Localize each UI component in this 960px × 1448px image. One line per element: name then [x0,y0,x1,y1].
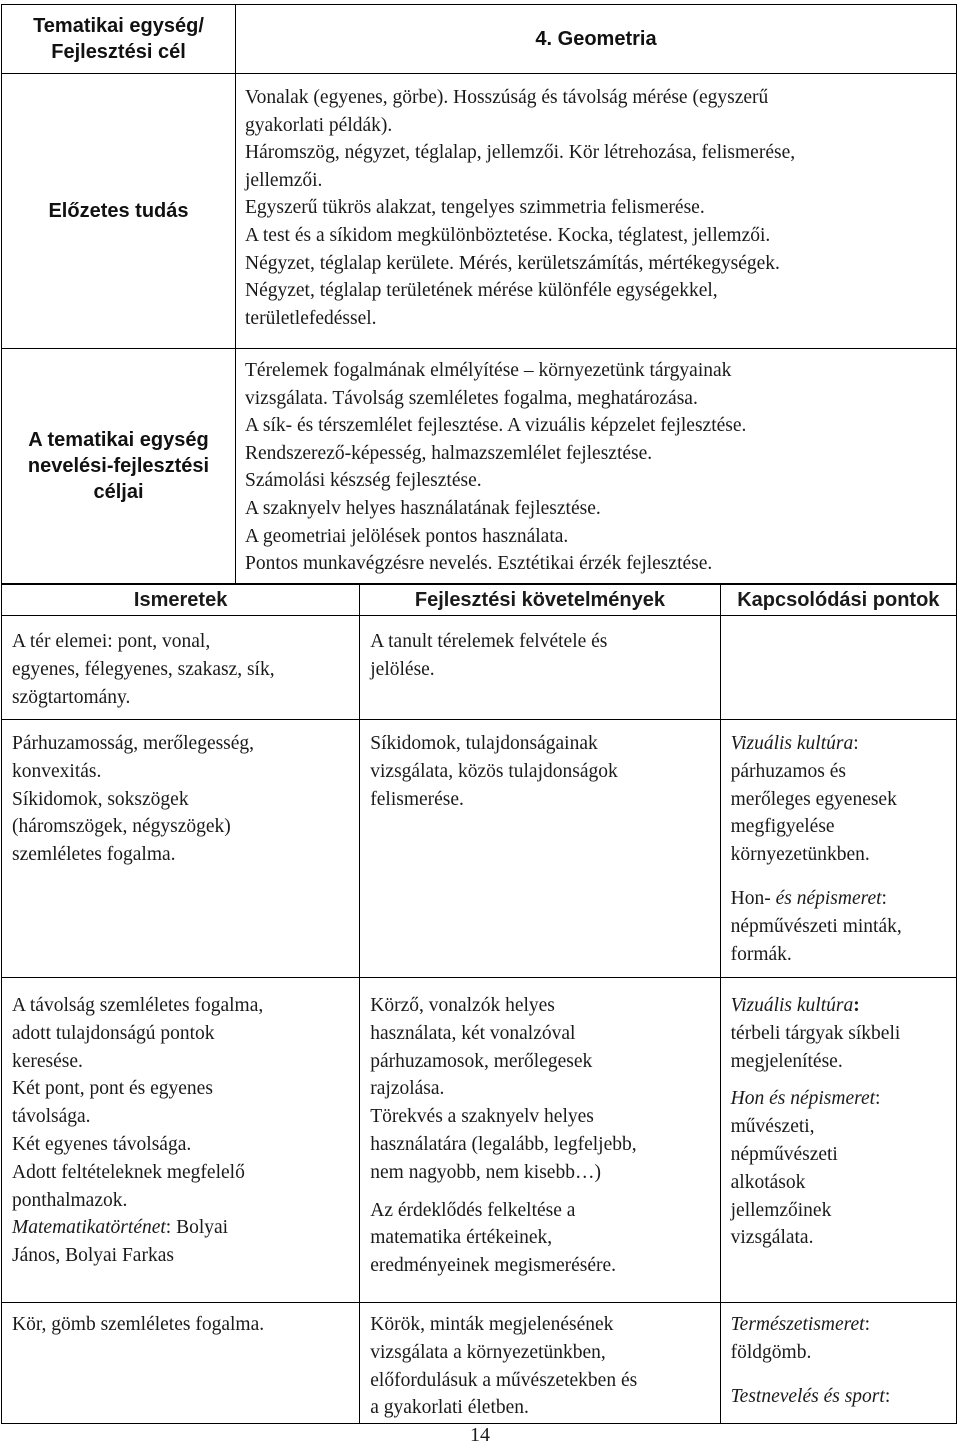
topic-header-table [1,4,957,584]
table-row [2,616,957,720]
link-text: párhuzamos és merőleges egyenesek megfigyelése környezetünkben. [730,760,897,866]
requirement-cell [360,720,720,978]
links-cell [720,720,956,978]
link-item: Hon és népismeret: művészeti, népművészeti alkotások jellemzőinek vizsgálata. [731,1085,948,1252]
prior-knowledge-body: Vonalak (egyenes, görbe). Hosszúság és távolság mérése (egyszerű gyakorlati példák). Háromszög, négyzet, téglalap, jellemzői. Kör létrehozása, felismerése, jellemzői. Egyszerű tükrös alakzat, tengelyes szimmetria felismerése. A test és a síkidom megkülönböztetése. Kocka, téglatest, jellemzői. Négyzet, téglalap kerülete. Mérés, kerületszámítás, mértékegységek. Négyzet, téglalap területének mérése különféle egységekkel, területlefedéssel. [245,87,796,329]
link-text: művészeti, népművészeti alkotások jellemzőinek vizsgálata. [730,1116,838,1249]
requirement-cell [360,1303,720,1424]
requirement-cell [360,978,720,1303]
requirement-text: Körök, minták megjelenésének vizsgálata a környezetünkben, előfordulásuk a művészetekben és a gyakorlati életben. [370,1314,638,1419]
column-headers [2,585,957,616]
prior-knowledge-text [236,74,957,349]
link-subject: Vizuális kultúra [730,733,854,754]
prior-knowledge-label: Előzetes tudás [2,74,236,349]
knowledge-history: Matematikatörténet: Bolyai János, Bolyai Farkas [12,1217,229,1267]
link-item: Természetismeret: földgömb. [731,1311,948,1367]
requirement-text: A tanult térelemek felvétele és jelölése. [370,631,608,680]
requirement-text: Síkidomok, tulajdonságainak vizsgálata, közös tulajdonságok felismerése. [370,733,618,810]
goals-label-text: A tematikai egység nevelési-fejlesztési céljai [27,429,210,503]
history-subject: Matematikatörténet [12,1217,166,1239]
knowledge-cell [2,1303,360,1424]
requirement-text: Körző, vonalzók helyes használata, két vonalzóval párhuzamosok, merőlegesek rajzolása. Törekvés a szaknyelv helyes használatára (legalább, legfeljebb, nem nagyobb, nem kisebb…) [370,995,637,1183]
goals-body: Térelemek fogalmának elmélyítése – környezetünk tárgyainak vizsgálata. Távolság szemléletes fogalma, meghatározása. A sík- és térszemlélet fejlesztése. A vizuális képzelet fejlesztése. Rendszerező-képesség, halmazszemlélet fejlesztése. Számolási készség fejlesztése. A szaknyelv helyes használatának fejlesztése. A geometriai jelölések pontos használata. Pontos munkavégzésre nevelés. Esztétikai érzék fejlesztése. [245,360,747,575]
link-text: földgömb. [730,1341,812,1363]
link-subject: Vizuális kultúra [730,995,854,1016]
link-item: Vizuális kultúra: párhuzamos és merőleges egyenesek megfigyelése környezetünkben. [731,730,948,869]
table-row [2,720,957,978]
knowledge-cell [2,616,360,720]
link-item: Testnevelés és sport: [730,1385,891,1407]
link-text: népművészeti minták, formák. [730,915,902,965]
knowledge-cell [2,720,360,978]
header-label [2,5,236,74]
header-label-text: Tematikai egység/ Fejlesztési cél [33,15,204,63]
link-subject-prefix: Hon- [730,887,776,909]
requirement-text: Az érdeklődés felkeltése a matematika értékeinek, eredményeinek megismerésére. [370,1199,617,1277]
knowledge-text: Kör, gömb szemléletes fogalma. [12,1314,265,1335]
knowledge-text: A távolság szemléletes fogalma, adott tulajdonságú pontok keresése. Két pont, pont és egyenes távolsága. Két egyenes távolsága. Adott feltételeknek megfelelő ponthalmazok. [12,995,264,1211]
curriculum-table [1,584,957,1424]
goals-label [2,349,236,584]
link-item: Vizuális kultúra: térbeli tárgyak síkbeli megjelenítése. [731,992,948,1075]
knowledge-text: A tér elemei: pont, vonal, egyenes, félegyenes, szakasz, sík, szögtartomány. [12,631,275,708]
links-cell [720,1303,956,1424]
requirement-cell [360,616,720,720]
knowledge-text: Párhuzamosság, merőlegesség, konvexitás. Síkidomok, sokszögek (háromszögek, négyszögek) szemléletes fogalma. [12,733,255,866]
page-number: 14 [470,1424,490,1446]
topic-title: 4. Geometria [236,5,957,74]
col-header-links: Kapcsolódási pontok [720,585,956,616]
links-cell [720,978,956,1303]
link-subject: Hon és népismeret [730,1088,876,1110]
links-cell [720,616,956,720]
link-text: térbeli tárgyak síkbeli megjelenítése. [730,1022,901,1072]
link-subject: Természetismeret [730,1314,865,1335]
link-subject: Testnevelés és sport [730,1385,885,1407]
link-subject: és népismeret [775,887,882,909]
history-text: Bolyai János, Bolyai Farkas [12,1217,229,1267]
goals-text [236,349,957,584]
knowledge-cell [2,978,360,1303]
link-item: Hon- és népismeret: népművészeti minták, formák. [731,885,948,968]
table-row [2,978,957,1303]
col-header-knowledge: Ismeretek [2,585,360,616]
col-header-requirements: Fejlesztési követelmények [360,585,720,616]
table-row [2,1303,957,1424]
